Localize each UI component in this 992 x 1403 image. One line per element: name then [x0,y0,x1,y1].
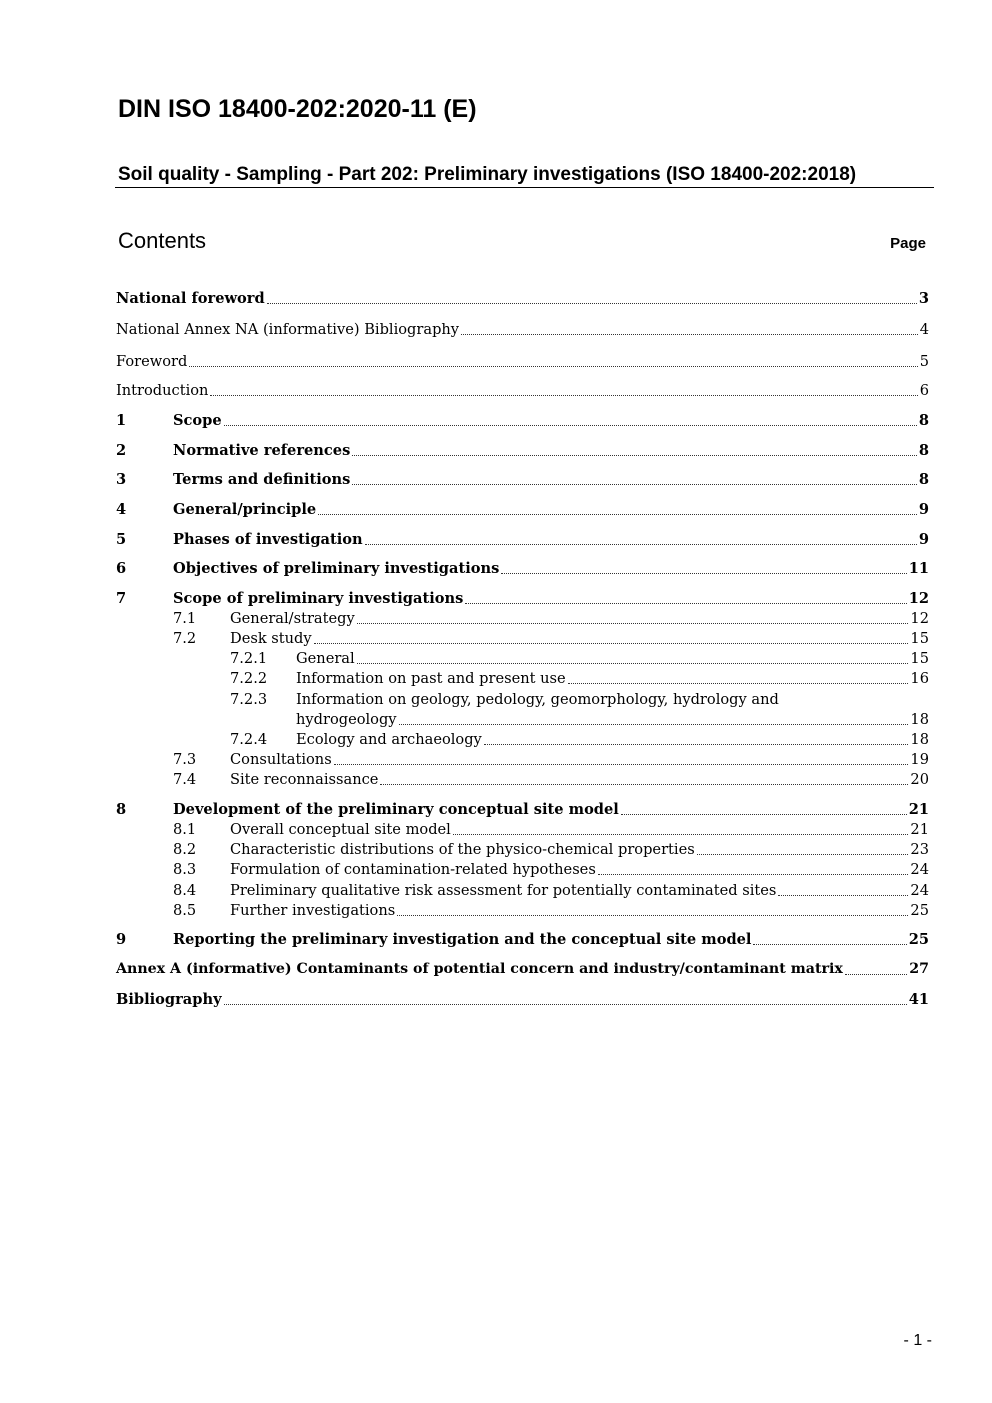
toc-leader [453,833,909,835]
toc-entry-title: Phases of investigation [173,531,363,548]
toc-entry-bibliography[interactable] [116,989,929,1010]
toc-leader [318,513,917,515]
toc-leader [397,914,908,916]
toc-entry-title: Terms and definitions [173,471,351,488]
toc-leader [845,973,907,975]
toc-entry-title: Development of the preliminary conceptual site model [173,801,619,818]
toc-entry-title: Desk study [230,630,312,647]
toc-leader [568,682,909,684]
toc-entry-number: 3 [116,471,127,488]
toc-entry-page: 12 [910,610,929,627]
toc-entry-section-7-2-2[interactable] [230,668,929,689]
toc-entry-number: 8.3 [173,861,197,878]
toc-entry-page: 24 [910,882,929,899]
toc-entry-number: 8.2 [173,841,197,858]
toc-entry-section-2[interactable] [116,440,929,461]
toc-entry-title: Information on past and present use [296,670,566,687]
toc-entry-page: 16 [910,670,929,687]
toc-entry-page: 19 [910,751,929,768]
toc-entry-title-line1[interactable]: Information on geology, pedology, geomorphology, hydrology and [296,691,779,708]
toc-entry-page: 20 [910,771,929,788]
toc-leader [357,622,909,624]
toc-entry-number: 1 [116,412,127,429]
toc-entry-number: 7.2.2 [230,670,268,687]
toc-entry-number: 7 [116,590,127,607]
toc-entry-section-5[interactable] [116,529,929,550]
toc-entry-number: 6 [116,560,127,577]
toc-entry-page: 24 [910,861,929,878]
toc-entry-number: 2 [116,442,127,459]
toc-entry-page: 8 [918,471,929,488]
toc-leader [352,454,917,456]
toc-entry-title: General [296,650,355,667]
toc-leader [357,662,909,664]
toc-entry-section-7-2-3[interactable] [296,709,929,730]
toc-entry-page: 5 [919,353,929,370]
toc-entry-section-8-4[interactable] [173,880,929,901]
toc-entry-page: 18 [910,711,929,728]
toc-leader [224,424,917,426]
toc-entry-foreword[interactable] [116,351,929,372]
toc-entry-title: Annex A (informative) Contaminants of potential concern and industry/contaminant matrix [116,961,843,977]
toc-entry-title: Bibliography [116,991,222,1008]
toc-entry-national-foreword[interactable] [116,288,929,309]
toc-entry-page: 8 [918,442,929,459]
toc-entry-page: 9 [918,531,929,548]
toc-entry-section-8-1[interactable] [173,819,929,840]
toc-leader [753,943,906,945]
page-column-heading: Page [890,235,926,252]
toc-leader [697,853,909,855]
toc-entry-title: Formulation of contamination-related hypotheses [230,861,596,878]
toc-leader [621,813,907,815]
toc-entry-page: 21 [910,821,929,838]
toc-entry-section-6[interactable] [116,558,929,579]
toc-entry-page: 9 [918,501,929,518]
title-divider [115,187,934,188]
toc-entry-section-8-2[interactable] [173,839,929,860]
toc-entry-page: 12 [908,590,929,607]
toc-entry-title: Overall conceptual site model [230,821,451,838]
toc-entry-section-3[interactable] [116,469,929,490]
toc-entry-section-1[interactable] [116,410,929,431]
toc-entry-page: 8 [918,412,929,429]
toc-entry-title: National foreword [116,290,265,307]
toc-entry-title: National Annex NA (informative) Bibliography [116,321,460,338]
toc-leader [267,302,917,304]
toc-entry-title: Scope [173,412,222,429]
toc-entry-section-8-5[interactable] [173,900,929,921]
toc-entry-title: Site reconnaissance [230,771,379,788]
toc-entry-page: 6 [919,382,929,399]
toc-leader [224,1003,907,1005]
toc-entry-page: 21 [908,801,929,818]
toc-leader [598,873,909,875]
toc-leader [210,394,917,396]
toc-entry-number: 8.4 [173,882,197,899]
toc-entry-title: Characteristic distributions of the physico-chemical properties [230,841,695,858]
toc-leader [365,543,917,545]
toc-entry-title: Objectives of preliminary investigations [173,560,500,577]
toc-entry-section-9[interactable] [116,929,929,950]
toc-entry-number: 7.2 [173,630,197,647]
toc-leader [461,333,918,335]
toc-entry-introduction[interactable] [116,380,929,401]
toc-entry-number: 7.1 [173,610,197,627]
toc-entry-annex-a[interactable] [116,959,929,980]
toc-entry-page: 18 [910,731,929,748]
toc-entry-number: 4 [116,501,127,518]
toc-entry-number: 7.2.1 [230,650,268,667]
toc-entry-number: 7.2.4 [230,731,268,748]
toc-entry-number: 8 [116,801,127,818]
toc-entry-title: General/strategy [230,610,355,627]
toc-entry-title-line2: hydrogeology [296,711,397,728]
toc-entry-page: 4 [919,321,929,338]
toc-entry-number: 5 [116,531,127,548]
toc-entry-page: 15 [910,630,929,647]
toc-leader [501,572,906,574]
toc-entry-section-8-3[interactable] [173,859,929,880]
toc-entry-section-7-2[interactable] [173,628,929,649]
toc-leader [399,723,909,725]
toc-leader [484,743,909,745]
toc-entry-title: Foreword [116,353,188,370]
toc-entry-national-annex[interactable] [116,319,929,340]
toc-entry-number: 7.4 [173,771,197,788]
toc-entry-title: General/principle [173,501,317,518]
toc-entry-title: Further investigations [230,902,396,919]
toc-entry-page: 27 [909,961,929,977]
toc-entry-section-7-2-1[interactable] [230,648,929,669]
document-title: DIN ISO 18400-202:2020-11 (E) [118,95,477,123]
toc-entry-title: Normative references [173,442,351,459]
toc-entry-number: 9 [116,931,127,948]
toc-leader [189,365,917,367]
toc-leader [380,783,908,785]
toc-entry-title: Reporting the preliminary investigation and the conceptual site model [173,931,752,948]
toc-leader [778,894,908,896]
toc-entry-page: 15 [910,650,929,667]
toc-entry-title: Preliminary qualitative risk assessment for potentially contaminated sites [230,882,777,899]
toc-entry-title: Scope of preliminary investigations [173,590,464,607]
page-number-footer: - 1 - [903,1332,932,1349]
toc-entry-title: Introduction [116,382,209,399]
toc-entry-section-4[interactable] [116,499,929,520]
toc-entry-section-8[interactable] [116,799,929,820]
toc-entry-number: 8.1 [173,821,197,838]
toc-entry-title: Ecology and archaeology [296,731,482,748]
toc-entry-number: 8.5 [173,902,197,919]
toc-leader [465,602,906,604]
toc-leader [314,642,909,644]
toc-entry-section-7-2-4[interactable] [230,729,929,750]
toc-leader [334,763,909,765]
toc-entry-number: 7.3 [173,751,197,768]
toc-entry-page: 3 [918,290,929,307]
toc-entry-page: 11 [908,560,929,577]
toc-entry-page: 41 [908,991,929,1008]
toc-entry-number: 7.2.3 [230,691,268,708]
toc-entry-title: Consultations [230,751,332,768]
toc-leader [352,483,916,485]
toc-entry-page: 23 [910,841,929,858]
toc-entry-section-7-1[interactable] [173,608,929,629]
toc-entry-section-7-3[interactable] [173,749,929,770]
toc-entry-section-7-4[interactable] [173,769,929,790]
toc-entry-page: 25 [910,902,929,919]
toc-entry-section-7[interactable] [116,588,929,609]
contents-heading: Contents [118,228,207,253]
toc-entry-page: 25 [908,931,929,948]
document-subtitle: Soil quality - Sampling - Part 202: Preliminary investigations (ISO 18400-202:2018) [118,164,857,185]
